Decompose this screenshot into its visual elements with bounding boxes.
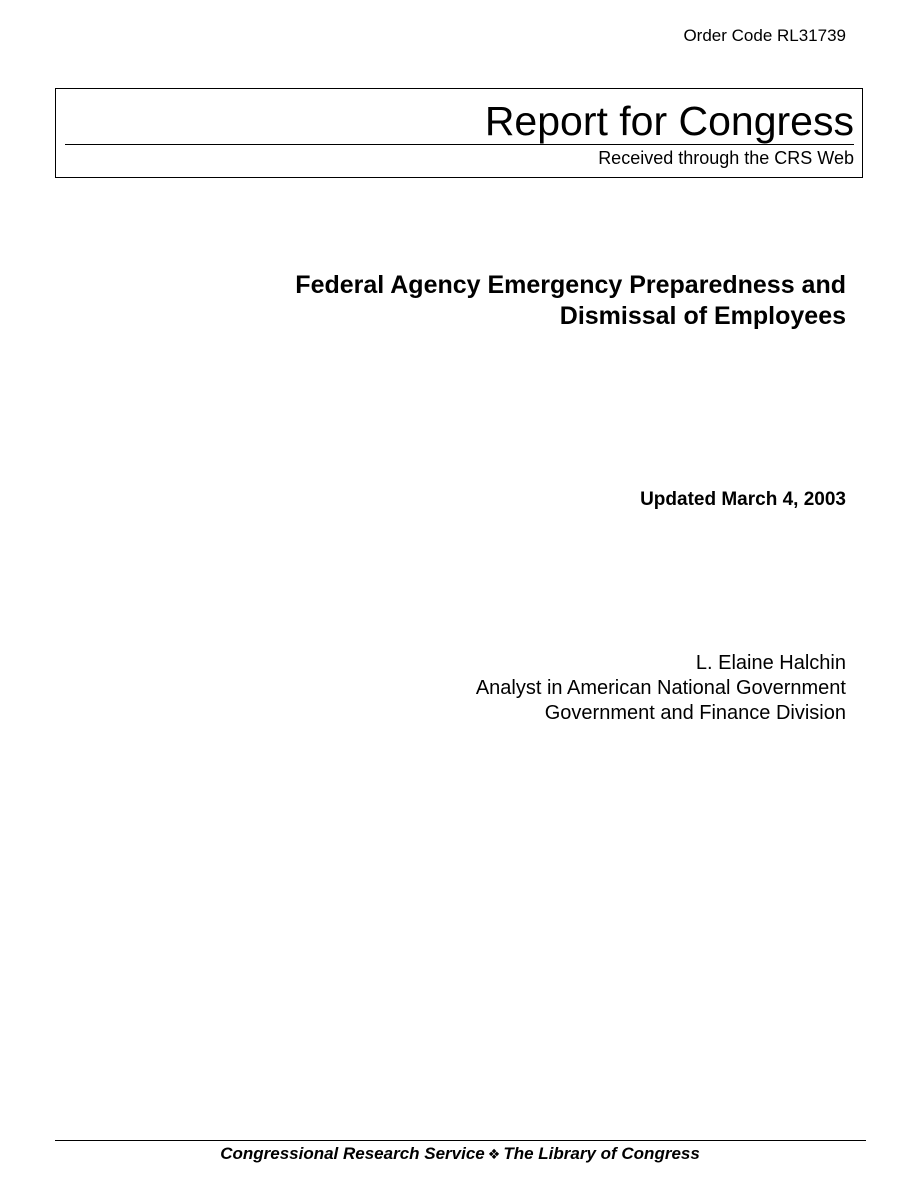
footer-divider: [55, 1140, 866, 1141]
footer: [0, 1143, 920, 1166]
report-header-subtitle: Received through the CRS Web: [598, 148, 854, 168]
report-header-title: Report for Congress: [484, 98, 854, 144]
author-division: Government and Finance Division: [544, 702, 846, 724]
author-name: L. Elaine Halchin: [695, 652, 846, 674]
four-diamond-ornament-icon: ❖: [487, 1147, 501, 1163]
document-title: [146, 270, 846, 332]
footer-organization: Congressional Research Service: [220, 1144, 485, 1163]
order-code: Order Code RL31739: [683, 26, 846, 45]
footer-library: The Library of Congress: [503, 1144, 700, 1163]
header-divider: [65, 144, 854, 145]
author-position: Analyst in American National Government: [475, 677, 846, 699]
report-header-box: [55, 88, 863, 178]
updated-date: Updated March 4, 2003: [640, 489, 846, 510]
document-title-line-1: Federal Agency Emergency Preparedness and: [295, 271, 846, 299]
document-title-line-2: Dismissal of Employees: [559, 302, 846, 330]
author-block: [476, 651, 846, 726]
